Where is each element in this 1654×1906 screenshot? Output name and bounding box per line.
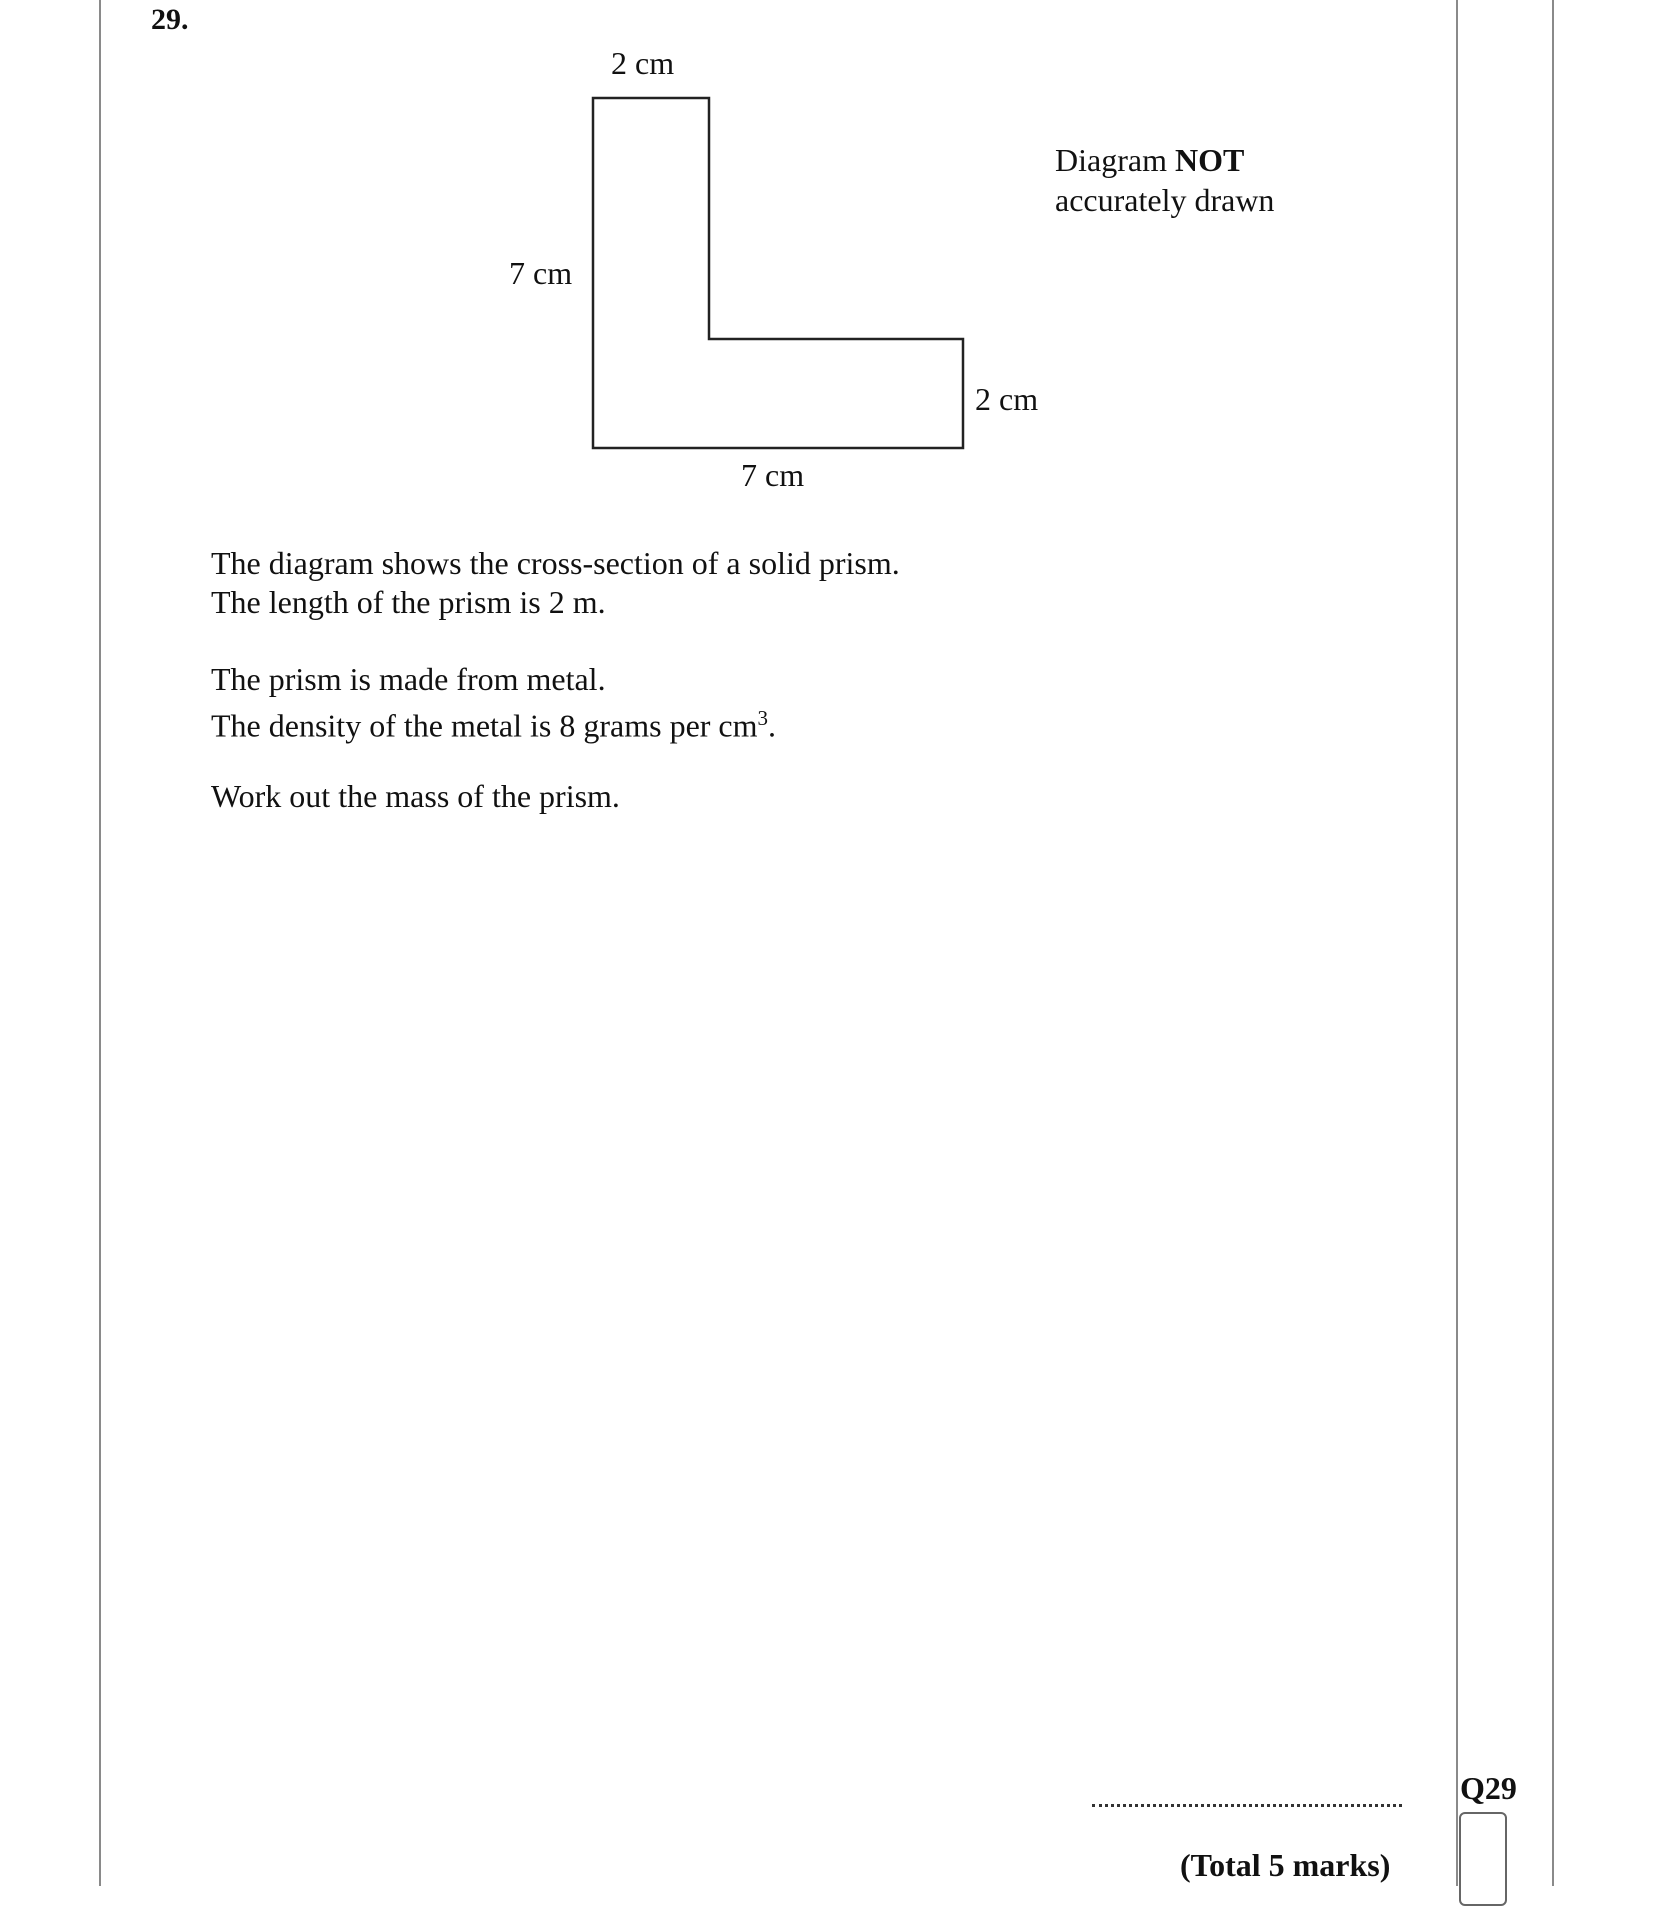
note-prefix: Diagram [1055,142,1175,178]
text-line-2: The length of the prism is 2 m. [211,584,606,620]
text-line-5: Work out the mass of the prism. [211,778,620,814]
question-code: Q29 [1460,1770,1517,1806]
text-line-3: The prism is made from metal. [211,661,606,697]
answer-line[interactable] [1092,1800,1402,1807]
question-number: 29. [151,3,189,36]
label-bottom-width: 7 cm [741,457,805,493]
diagram-note [1055,140,1274,220]
label-left-height: 7 cm [509,255,573,291]
text-line-1: The diagram shows the cross-section of a solid prism. [211,545,900,581]
label-top-width: 2 cm [611,45,675,81]
examiner-mark-box [1459,1812,1507,1906]
note-bold: NOT [1174,142,1245,178]
text-line-4-prefix: The density of the metal is 8 grams per cm [211,707,758,744]
text-line-4-sup: 3 [757,706,769,730]
l-shape-diagram [0,0,1654,560]
label-right-height: 2 cm [975,381,1039,417]
text-line-4 [211,699,776,746]
note-line2: accurately drawn [1055,182,1275,218]
l-shape-outline [593,98,963,448]
total-marks: (Total 5 marks) [1180,1847,1391,1883]
text-line-4-suffix: . [768,707,777,744]
